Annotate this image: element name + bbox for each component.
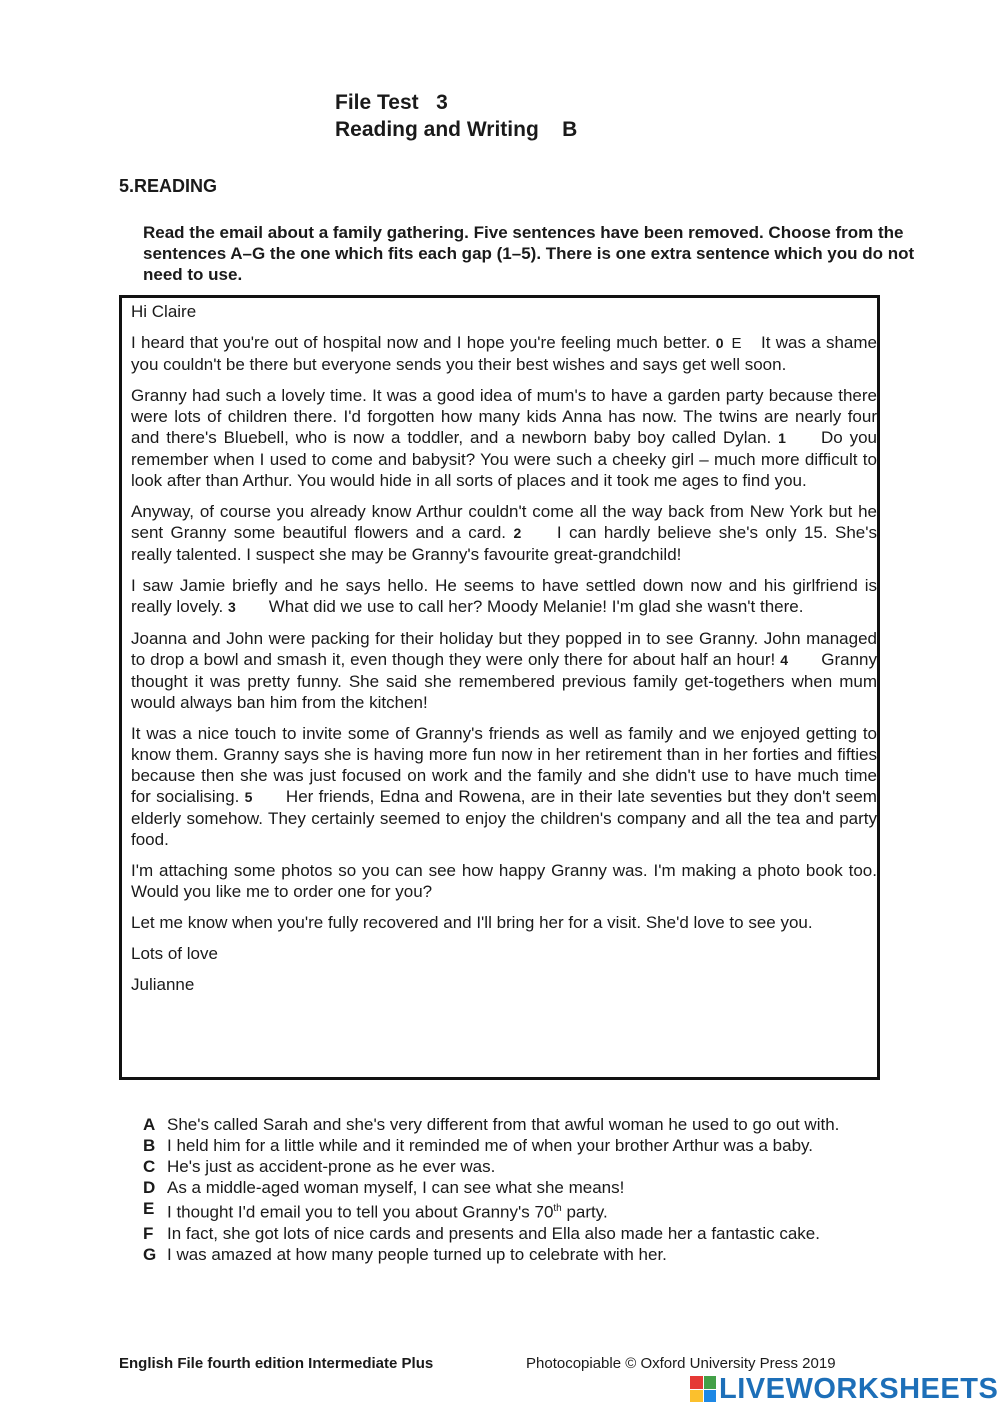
logo-square	[704, 1376, 717, 1389]
email-text: I saw Jamie briefly and he says hello. He seems to have settled down now and his girlfriend is really lovely.	[131, 576, 877, 616]
option-letter: G	[143, 1244, 157, 1264]
gap-0	[716, 333, 756, 354]
email-text: Joanna and John were packing for their holiday but they popped in to see Granny. John managed to drop a bowl and smash it, even though they were only there for about half an hour!	[131, 629, 877, 669]
email-text: I can hardly believe she's only 15. She's really talented. I suspect she may be Granny's favourite great-grandchild!	[131, 523, 877, 564]
option-text: He's just as accident-prone as he ever was.	[167, 1157, 496, 1176]
option-letter: B	[143, 1136, 156, 1155]
option-text: In fact, she got lots of nice cards and presents and Ella also made her a fantastic cake.	[167, 1223, 820, 1243]
title-line-1: File Test 3	[335, 91, 448, 114]
footer-book-title: English File fourth edition Intermediate Plus	[119, 1355, 434, 1372]
logo-wordmark: LIVEWORKSHEETS	[719, 1372, 999, 1405]
option-f	[143, 1223, 903, 1244]
email-paragraph	[131, 723, 877, 850]
option-letter: F	[143, 1223, 154, 1243]
email-signature: Julianne	[131, 975, 195, 994]
email-text: It was a nice touch to invite some of Granny's friends as well as family and we enjoyed getting to know them. Granny says she is having more fun now in her retirement than in her forties and fifties because then she was just focused on work and the family and she didn't use to have much time for socialising.	[131, 724, 877, 806]
ordinal-suffix: th	[553, 1203, 562, 1214]
option-text: I was amazed at how many people turned up to celebrate with her.	[167, 1244, 667, 1264]
email-paragraph	[131, 385, 877, 491]
sentence-options	[143, 1114, 903, 1265]
option-c	[143, 1156, 903, 1177]
option-text-part: I thought I'd email you to tell you about Granny's 70	[167, 1202, 554, 1222]
logo-square	[690, 1390, 703, 1403]
instructions: Read the email about a family gathering. Five sentences have been removed. Choose from the sentences A–G the one which fits each gap (1–5). There is one extra sentence which you do not need to use.	[143, 223, 915, 284]
option-d	[143, 1177, 903, 1198]
logo-mark-icon	[690, 1376, 716, 1402]
option-text: As a middle-aged woman myself, I can see what she means!	[167, 1178, 625, 1197]
option-letter: C	[143, 1157, 156, 1176]
gap-2[interactable]: 2	[513, 525, 522, 541]
option-letter: A	[143, 1115, 156, 1134]
email-paragraph: I'm attaching some photos so you can see how happy Granny was. I'm making a photo book too. Would you like me to order one for you?	[131, 861, 877, 901]
option-text: I held him for a little while and it reminded me of when your brother Arthur was a baby.	[167, 1136, 814, 1155]
gap-3[interactable]: 3	[228, 599, 236, 615]
option-e	[143, 1198, 903, 1223]
gap-number: 0	[715, 335, 724, 351]
gap-5[interactable]: 5	[244, 789, 253, 805]
option-b	[143, 1135, 903, 1156]
option-text	[167, 1198, 903, 1223]
option-text-part: party.	[561, 1202, 608, 1222]
email-text: Her friends, Edna and Rowena, are in their late seventies but they don't seem elderly somehow. They certainly seemed to enjoy the children's company and all the tea and party food.	[131, 787, 877, 849]
option-letter: D	[143, 1178, 156, 1197]
email-paragraph: Let me know when you're fully recovered and I'll bring her for a visit. She'd love to see you.	[131, 913, 813, 932]
gap-4[interactable]: 4	[780, 652, 789, 668]
option-a	[143, 1114, 903, 1135]
footer-copyright: Photocopiable © Oxford University Press 2019	[526, 1355, 836, 1372]
gap-1[interactable]: 1	[778, 430, 786, 446]
email-paragraph	[131, 332, 877, 375]
email-greeting: Hi Claire	[131, 302, 197, 321]
logo-square	[690, 1376, 703, 1389]
email-paragraph	[131, 628, 877, 713]
email-paragraph	[131, 501, 877, 565]
logo-square	[704, 1390, 717, 1403]
email-text: Granny had such a lovely time. It was a good idea of mum's to have a garden party because there were lots of children there. I'd forgotten how many kids Anna has now. The twins are nearly four and there's Bluebell, who is now a toddler, and a newborn baby boy called Dylan.	[131, 386, 877, 447]
option-g	[143, 1244, 903, 1265]
liveworksheets-logo[interactable]	[690, 1374, 998, 1404]
gap-0-answer: E	[731, 335, 742, 352]
test-title	[335, 89, 577, 143]
option-letter: E	[143, 1199, 155, 1218]
email-paragraph	[131, 575, 877, 618]
title-line-2: Reading and Writing B	[335, 118, 578, 141]
email-box	[119, 295, 880, 1080]
email-text: Do you remember when I used to come and babysit? You were such a cheeky girl – much more difficult to look after than Arthur. You would hide in all sorts of places and it took me ages to find you.	[131, 428, 877, 490]
option-text: She's called Sarah and she's very different from that awful woman he used to go out with.	[167, 1115, 840, 1134]
email-text: It was a shame you couldn't be there but everyone sends you their best wishes and says get well soon.	[131, 333, 877, 374]
section-title: 5.READING	[119, 176, 218, 196]
email-text: I heard that you're out of hospital now and I hope you're feeling much better.	[131, 333, 711, 352]
email-text: Anyway, of course you already know Arthur couldn't come all the way back from New York but he sent Granny some beautiful flowers and a card.	[131, 502, 877, 542]
email-signoff: Lots of love	[131, 944, 218, 963]
email-text: What did we use to call her? Moody Melanie! I'm glad she wasn't there.	[268, 597, 804, 616]
email-text: Granny thought it was pretty funny. She said she remembered previous family get-togethers when mum would always ban him from the kitchen!	[131, 650, 878, 712]
